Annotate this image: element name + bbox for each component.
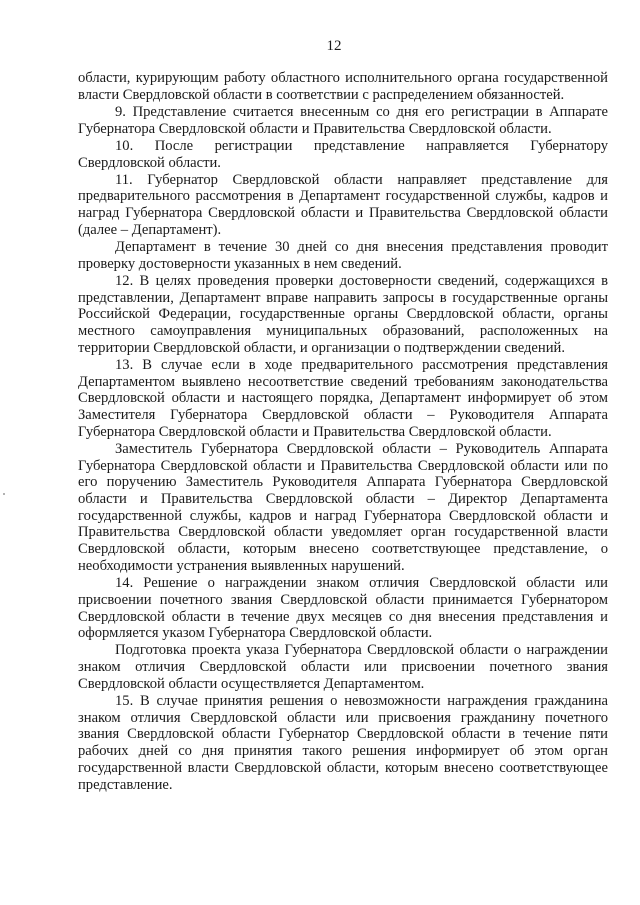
paragraph-item-13-notification: Заместитель Губернатора Свердловской области – Руководитель Аппарата Губернатора Свердловской области и Правительства Свердловской области или по его поручению Заместитель Руководителя Аппарата Губернатора Свердловской области и Правительства Свердловской области – Директор Департамента государственной службы, кадров и наград Губернатора Свердловской области и Правительства Свердловской области уведомляет орган государственной власти Свердловской области, которым внесено соответствующее представление, о необходимости устранения выявленных нарушений.: [78, 440, 608, 574]
scan-speck: [3, 493, 5, 495]
paragraph-item-14: 14. Решение о награждении знаком отличия Свердловской области или присвоении почетного звания Свердловской области принимается Губернатором Свердловской области в течение двух месяцев со дня внесения представления и оформляется указом Губернатора Свердловской области.: [78, 575, 608, 642]
paragraph-item-11: 11. Губернатор Свердловской области направляет представление для предварительного рассмотрения в Департамент государственной службы, кадров и наград Губернатора Свердловской области и Правительства Свердловской области (далее – Департамент).: [78, 171, 608, 238]
paragraph-item-10: 10. После регистрации представление направляется Губернатору Свердловской области.: [78, 137, 608, 171]
page-number: 12: [326, 38, 342, 54]
paragraph-item-9: 9. Представление считается внесенным со дня его регистрации в Аппарате Губернатора Свердловской области и Правительства Свердловской области.: [78, 103, 608, 137]
paragraph-continuation: области, курирующим работу областного исполнительного органа государственной власти Свердловской области в соответствии с распределением обязанностей.: [78, 70, 608, 103]
paragraph-item-13: 13. В случае если в ходе предварительного рассмотрения представления Департаментом выявлено несоответствие сведений требованиям законодательства Свердловской области и настоящего порядка, Департамент информирует об этом Заместителя Губернатора Свердловской области – Руководителя Аппарата Губернатора Свердловской области и Правительства Свердловской области.: [78, 356, 608, 440]
paragraph-item-15: 15. В случае принятия решения о невозможности награждения гражданина знаком отличия Свердловской области или присвоения гражданину почетного звания Свердловской области Губернатор Свердловской области в течение пяти рабочих дней со дня принятия такого решения информирует об этом орган государственной власти Свердловской области, которым внесено соответствующее представление.: [78, 693, 608, 793]
paragraph-item-12: 12. В целях проведения проверки достоверности сведений, содержащихся в представлении, Департамент вправе направить запросы в государственные органы Российской Федерации, государственные органы Свердловской области, органы местного самоуправления муниципальных образований, расположенных на территории Свердловской области, и организации о подтверждении сведений.: [78, 272, 608, 356]
document-body: [78, 70, 608, 793]
paragraph-item-14-decree-preparation: Подготовка проекта указа Губернатора Свердловской области о награждении знаком отличия Свердловской области или присвоении почетного звания Свердловской области осуществляется Департаментом.: [78, 642, 608, 692]
paragraph-item-11-verification: Департамент в течение 30 дней со дня внесения представления проводит проверку достоверности указанных в нем сведений.: [78, 239, 608, 272]
